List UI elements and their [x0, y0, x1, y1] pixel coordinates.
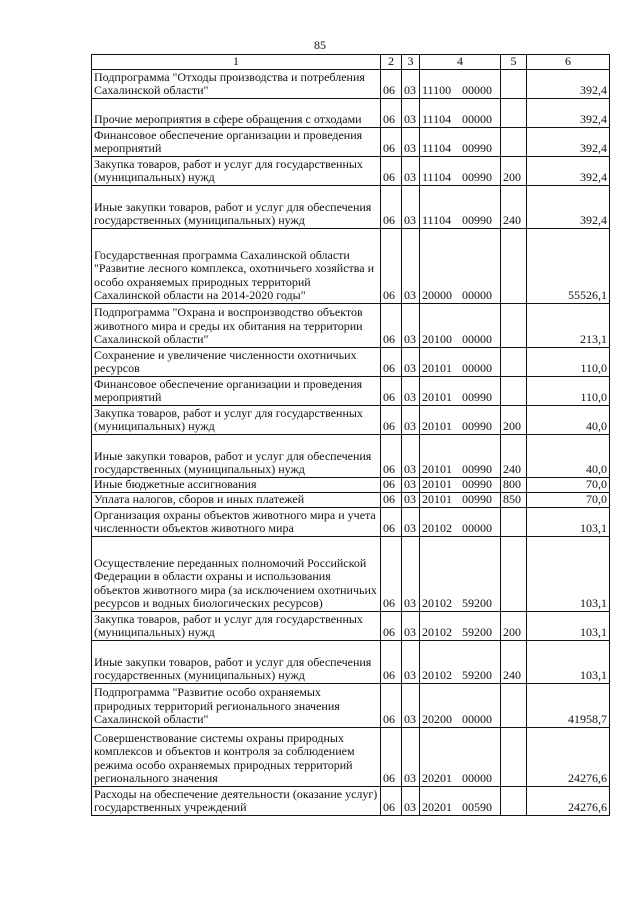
- row-subsection: 03: [402, 303, 420, 347]
- target-article-program: 20201: [422, 800, 452, 814]
- row-name: Совершенствование системы охраны природных комплексов и объектов и контроля за соблюдением режима особо охраняемых природных территорий регионального значения: [92, 727, 381, 786]
- target-article-program: 20000: [422, 288, 452, 302]
- row-target-article: [420, 477, 501, 492]
- row-section: 06: [381, 434, 402, 477]
- target-article-direction: 00990: [462, 492, 492, 506]
- row-amount: 103,1: [527, 536, 610, 611]
- row-target-article: [420, 536, 501, 611]
- target-article-program: 20101: [422, 361, 452, 375]
- row-amount: 392,4: [527, 98, 610, 127]
- row-section: 06: [381, 727, 402, 786]
- row-expense-type: 200: [501, 611, 527, 640]
- target-article-direction: 00990: [462, 390, 492, 404]
- column-header-5: 5: [501, 55, 527, 70]
- table-row: [92, 376, 610, 405]
- row-section: 06: [381, 786, 402, 815]
- table-row: [92, 611, 610, 640]
- row-target-article: [420, 185, 501, 228]
- target-article-program: 20101: [422, 462, 452, 476]
- row-expense-type: 240: [501, 640, 527, 683]
- row-subsection: 03: [402, 228, 420, 303]
- target-article-program: 11104: [422, 141, 452, 155]
- table-row: [92, 434, 610, 477]
- row-amount: 392,4: [527, 156, 610, 185]
- table-row: [92, 127, 610, 156]
- target-article-program: 20101: [422, 419, 452, 433]
- target-article-direction: 00000: [462, 112, 492, 126]
- table-row: [92, 786, 610, 815]
- target-article-program: 11104: [422, 112, 452, 126]
- row-subsection: 03: [402, 185, 420, 228]
- target-article-direction: 00590: [462, 800, 492, 814]
- table-row: [92, 640, 610, 683]
- column-number-row: [92, 55, 610, 70]
- target-article-direction: 59200: [462, 625, 492, 639]
- row-target-article: [420, 786, 501, 815]
- target-article-program: 11104: [422, 213, 452, 227]
- row-name: Сохранение и увеличение численности охотничьих ресурсов: [92, 347, 381, 376]
- row-name: Иные закупки товаров, работ и услуг для обеспечения государственных (муниципальных) нужд: [92, 640, 381, 683]
- row-target-article: [420, 434, 501, 477]
- page-number: 85: [314, 38, 326, 52]
- row-section: 06: [381, 156, 402, 185]
- target-article-direction: 59200: [462, 596, 492, 610]
- row-section: 06: [381, 405, 402, 434]
- row-amount: 24276,6: [527, 786, 610, 815]
- target-article-direction: 00000: [462, 288, 492, 302]
- row-name: Государственная программа Сахалинской области "Развитие лесного комплекса, охотничьего хозяйства и особо охраняемых природных территорий Сахалинской области на 2014-2020 годы": [92, 228, 381, 303]
- row-name: Иные закупки товаров, работ и услуг для обеспечения государственных (муниципальных) нужд: [92, 434, 381, 477]
- target-article-direction: 00000: [462, 771, 492, 785]
- row-target-article: [420, 347, 501, 376]
- target-article-direction: 00990: [462, 419, 492, 433]
- table-row: [92, 683, 610, 727]
- target-article-direction: 59200: [462, 668, 492, 682]
- table-row: [92, 98, 610, 127]
- row-target-article: [420, 492, 501, 507]
- target-article-direction: 00990: [462, 170, 492, 184]
- target-article-direction: 00000: [462, 521, 492, 535]
- row-name: Прочие мероприятия в сфере обращения с отходами: [92, 98, 381, 127]
- row-amount: 70,0: [527, 492, 610, 507]
- row-amount: 213,1: [527, 303, 610, 347]
- row-subsection: 03: [402, 786, 420, 815]
- row-expense-type: [501, 536, 527, 611]
- row-subsection: 03: [402, 492, 420, 507]
- row-expense-type: [501, 69, 527, 98]
- target-article-program: 20201: [422, 771, 452, 785]
- row-target-article: [420, 640, 501, 683]
- target-article-program: 20101: [422, 390, 452, 404]
- row-amount: 103,1: [527, 507, 610, 536]
- target-article-program: 20102: [422, 625, 452, 639]
- row-section: 06: [381, 536, 402, 611]
- row-amount: 41958,7: [527, 683, 610, 727]
- target-article-direction: 00990: [462, 477, 492, 491]
- row-section: 06: [381, 303, 402, 347]
- row-name: Подпрограмма "Развитие особо охраняемых природных территорий регионального значения Сахалинской области": [92, 683, 381, 727]
- row-subsection: 03: [402, 69, 420, 98]
- row-section: 06: [381, 477, 402, 492]
- target-article-program: 20100: [422, 332, 452, 346]
- row-name: Закупка товаров, работ и услуг для государственных (муниципальных) нужд: [92, 611, 381, 640]
- row-amount: 392,4: [527, 127, 610, 156]
- row-name: Уплата налогов, сборов и иных платежей: [92, 492, 381, 507]
- table-row: [92, 69, 610, 98]
- table-body: [92, 69, 610, 815]
- row-target-article: [420, 98, 501, 127]
- target-article-direction: 00990: [462, 462, 492, 476]
- row-name: Закупка товаров, работ и услуг для государственных (муниципальных) нужд: [92, 405, 381, 434]
- table-row: [92, 405, 610, 434]
- target-article-program: 20102: [422, 596, 452, 610]
- row-subsection: 03: [402, 376, 420, 405]
- row-expense-type: [501, 786, 527, 815]
- row-name: Финансовое обеспечение организации и проведения мероприятий: [92, 376, 381, 405]
- row-expense-type: [501, 376, 527, 405]
- row-amount: 392,4: [527, 185, 610, 228]
- target-article-direction: 00000: [462, 712, 492, 726]
- target-article-program: 20102: [422, 521, 452, 535]
- row-name: Подпрограмма "Отходы производства и потребления Сахалинской области": [92, 69, 381, 98]
- row-subsection: 03: [402, 727, 420, 786]
- row-expense-type: [501, 127, 527, 156]
- row-amount: 40,0: [527, 434, 610, 477]
- row-name: Иные закупки товаров, работ и услуг для обеспечения государственных (муниципальных) нужд: [92, 185, 381, 228]
- row-subsection: 03: [402, 536, 420, 611]
- table-row: [92, 507, 610, 536]
- row-target-article: [420, 405, 501, 434]
- row-expense-type: [501, 727, 527, 786]
- table-row: [92, 228, 610, 303]
- target-article-direction: 00990: [462, 141, 492, 155]
- row-expense-type: 240: [501, 185, 527, 228]
- table-row: [92, 185, 610, 228]
- row-expense-type: [501, 507, 527, 536]
- target-article-direction: 00990: [462, 213, 492, 227]
- row-target-article: [420, 69, 501, 98]
- column-header-3: 3: [402, 55, 420, 70]
- row-target-article: [420, 611, 501, 640]
- row-amount: 110,0: [527, 347, 610, 376]
- row-amount: 40,0: [527, 405, 610, 434]
- table-row: [92, 492, 610, 507]
- row-amount: 103,1: [527, 611, 610, 640]
- row-section: 06: [381, 640, 402, 683]
- row-expense-type: 240: [501, 434, 527, 477]
- target-article-program: 11100: [422, 83, 452, 97]
- row-subsection: 03: [402, 477, 420, 492]
- row-subsection: 03: [402, 156, 420, 185]
- row-subsection: 03: [402, 347, 420, 376]
- budget-table: [91, 54, 610, 816]
- table-row: [92, 477, 610, 492]
- row-target-article: [420, 303, 501, 347]
- row-amount: 110,0: [527, 376, 610, 405]
- row-section: 06: [381, 127, 402, 156]
- row-expense-type: 200: [501, 156, 527, 185]
- row-amount: 103,1: [527, 640, 610, 683]
- target-article-program: 20101: [422, 492, 452, 506]
- row-section: 06: [381, 98, 402, 127]
- row-name: Иные бюджетные ассигнования: [92, 477, 381, 492]
- row-subsection: 03: [402, 640, 420, 683]
- row-expense-type: [501, 228, 527, 303]
- column-header-2: 2: [381, 55, 402, 70]
- row-section: 06: [381, 347, 402, 376]
- column-header-4: 4: [420, 55, 501, 70]
- row-target-article: [420, 507, 501, 536]
- row-name: Закупка товаров, работ и услуг для государственных (муниципальных) нужд: [92, 156, 381, 185]
- column-header-6: 6: [527, 55, 610, 70]
- row-subsection: 03: [402, 127, 420, 156]
- row-section: 06: [381, 185, 402, 228]
- column-header-1: 1: [92, 55, 381, 70]
- row-section: 06: [381, 69, 402, 98]
- row-subsection: 03: [402, 507, 420, 536]
- row-name: Организация охраны объектов животного мира и учета численности объектов животного мира: [92, 507, 381, 536]
- target-article-program: 20200: [422, 712, 452, 726]
- row-expense-type: [501, 98, 527, 127]
- table-row: [92, 347, 610, 376]
- row-expense-type: 800: [501, 477, 527, 492]
- row-section: 06: [381, 507, 402, 536]
- row-target-article: [420, 376, 501, 405]
- target-article-program: 11104: [422, 170, 452, 184]
- row-amount: 392,4: [527, 69, 610, 98]
- row-expense-type: [501, 347, 527, 376]
- row-section: 06: [381, 611, 402, 640]
- row-name: Осуществление переданных полномочий Российской Федерации в области охраны и использования объектов животного мира (за исключением охотничьих ресурсов и водных биологических ресурсов): [92, 536, 381, 611]
- row-expense-type: 200: [501, 405, 527, 434]
- row-subsection: 03: [402, 611, 420, 640]
- row-expense-type: [501, 683, 527, 727]
- row-subsection: 03: [402, 434, 420, 477]
- table-row: [92, 303, 610, 347]
- row-expense-type: 850: [501, 492, 527, 507]
- row-amount: 24276,6: [527, 727, 610, 786]
- row-section: 06: [381, 492, 402, 507]
- table-row: [92, 156, 610, 185]
- target-article-direction: 00000: [462, 361, 492, 375]
- row-section: 06: [381, 228, 402, 303]
- row-subsection: 03: [402, 405, 420, 434]
- target-article-direction: 00000: [462, 83, 492, 97]
- row-target-article: [420, 156, 501, 185]
- row-target-article: [420, 228, 501, 303]
- row-amount: 70,0: [527, 477, 610, 492]
- row-target-article: [420, 727, 501, 786]
- target-article-direction: 00000: [462, 332, 492, 346]
- row-target-article: [420, 127, 501, 156]
- target-article-program: 20101: [422, 477, 452, 491]
- row-subsection: 03: [402, 683, 420, 727]
- row-name: Финансовое обеспечение организации и проведения мероприятий: [92, 127, 381, 156]
- row-subsection: 03: [402, 98, 420, 127]
- row-amount: 55526,1: [527, 228, 610, 303]
- row-expense-type: [501, 303, 527, 347]
- row-section: 06: [381, 683, 402, 727]
- table-row: [92, 727, 610, 786]
- row-name: Подпрограмма "Охрана и воспроизводство объектов животного мира и среды их обитания на территории Сахалинской области": [92, 303, 381, 347]
- table-row: [92, 536, 610, 611]
- row-target-article: [420, 683, 501, 727]
- target-article-program: 20102: [422, 668, 452, 682]
- row-section: 06: [381, 376, 402, 405]
- row-name: Расходы на обеспечение деятельности (оказание услуг) государственных учреждений: [92, 786, 381, 815]
